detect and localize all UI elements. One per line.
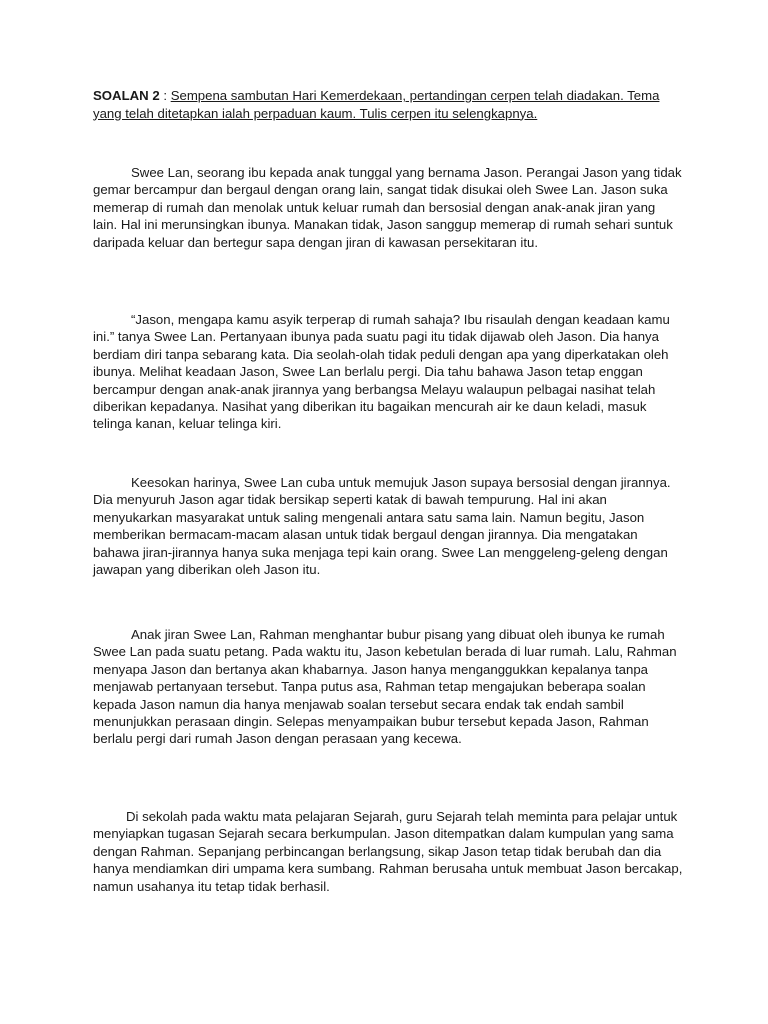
question-label: SOALAN 2: [93, 88, 160, 103]
story-paragraph-5: Di sekolah pada waktu mata pelajaran Sejarah, guru Sejarah telah meminta para pelajar untuk menyiapkan tugasan Sejarah secara berkumpulan. Jason ditempatkan dalam kumpulan yang sama dengan Rahman. Sepanjang perbincangan berlangsung, sikap Jason tetap tidak berubah dan dia hanya mendiamkan diri umpama kera sumbang. Rahman berusaha untuk membuat Jason bercakap, namun usahanya itu tetap tidak berhasil.: [93, 809, 683, 894]
question-heading: [93, 87, 683, 122]
story-paragraph-2: “Jason, mengapa kamu asyik terperap di rumah sahaja? Ibu risaulah dengan keadaan kamu ini.” tanya Swee Lan. Pertanyaan ibunya pada suatu pagi itu tidak dijawab oleh Jason. Dia hanya berdiam diri tanpa sebarang kata. Dia seolah-olah tidak peduli dengan apa yang diperkatakan oleh ibunya. Melihat keadaan Jason, Swee Lan berlalu pergi. Dia tahu bahawa Jason tetap enggan bercampur dengan anak-anak jirannya yang berbangsa Melayu walaupun pelbagai nasihat telah diberikan kepadanya. Nasihat yang diberikan itu bagaikan mencurah air ke daun keladi, masuk telinga kanan, keluar telinga kiri.: [93, 312, 670, 432]
question-separator: :: [159, 88, 171, 103]
story-paragraph-4: Anak jiran Swee Lan, Rahman menghantar bubur pisang yang dibuat oleh ibunya ke rumah Swee Lan pada suatu petang. Pada waktu itu, Jason kebetulan berada di luar rumah. Lalu, Rahman menyapa Jason dan bertanya akan khabarnya. Jason hanya menganggukkan kepalanya tanpa menjawab pertanyaan tersebut. Tanpa putus asa, Rahman tetap mengajukan beberapa soalan kepada Jason namun dia hanya menjawab soalan tersebut secara endak tak endah sambil menunjukkan perasaan dingin. Selepas menyampaikan bubur tersebut kepada Jason, Rahman berlalu pergi dari rumah Jason dengan perasaan yang kecewa.: [93, 627, 677, 747]
story-paragraph-3: Keesokan harinya, Swee Lan cuba untuk memujuk Jason supaya bersosial dengan jirannya. Dia menyuruh Jason agar tidak bersikap seperti katak di bawah tempurung. Hal ini akan menyukarkan masyarakat untuk saling mengenali antara satu sama lain. Namun begitu, Jason memberikan bermacam-macam alasan untuk tidak bergaul dengan jirannya. Dia mengatakan bahawa jiran-jirannya hanya suka menjaga tepi kain orang. Swee Lan menggeleng-geleng dengan jawapan yang diberikan oleh Jason itu.: [93, 475, 671, 578]
story-paragraph-1: Swee Lan, seorang ibu kepada anak tunggal yang bernama Jason. Perangai Jason yang tidak gemar bercampur dan bergaul dengan orang lain, sangat tidak disukai oleh Swee Lan. Jason suka memerap di rumah dan menolak untuk keluar rumah dan bersosial dengan anak-anak jiran yang lain. Hal ini merunsingkan ibunya. Manakan tidak, Jason sanggup memerap di rumah sehari suntuk daripada keluar dan bertegur sapa dengan jiran di kawasan persekitaran itu.: [93, 165, 682, 250]
question-prompt: Sempena sambutan Hari Kemerdekaan, pertandingan cerpen telah diadakan. Tema yang telah ditetapkan ialah perpaduan kaum. Tulis cerpen itu selengkapnya.: [93, 88, 660, 121]
